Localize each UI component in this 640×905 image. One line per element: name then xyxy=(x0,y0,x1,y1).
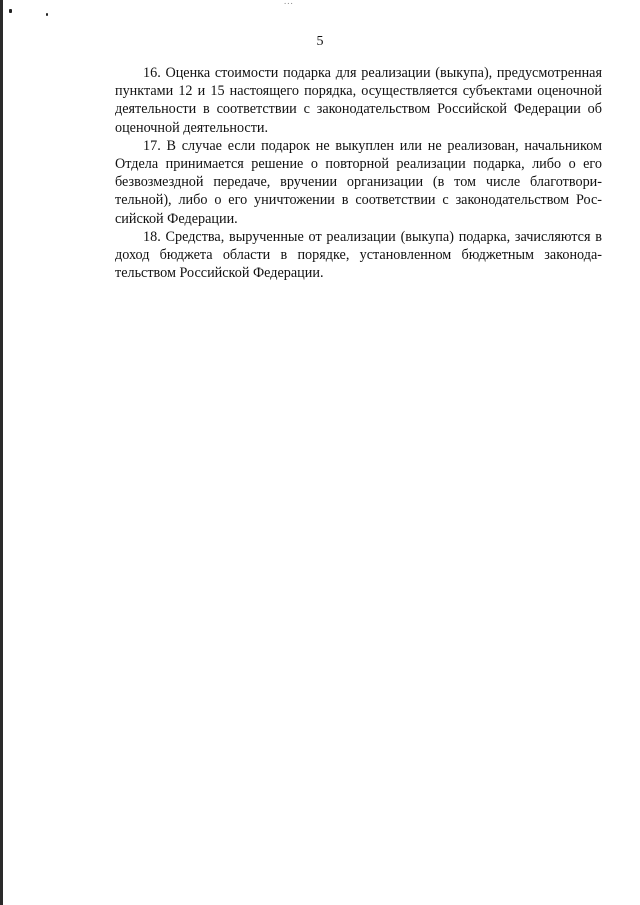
document-body xyxy=(115,64,602,282)
scan-left-edge xyxy=(0,0,3,905)
scan-speck xyxy=(46,13,48,16)
paragraph-18: 18. Средства, вырученные от реализации (выкупа) подарка, зачисляются в доход бюджета области в порядке, установленном бюджетным законодательством Российской Федерации. xyxy=(115,228,602,282)
page-number: 5 xyxy=(316,34,324,49)
paragraph-16: 16. Оценка стоимости подарка для реализации (выкупа), предусмотренная пунктами 12 и 15 настоящего порядка, осуществляется субъектами оценочной деятельности в соответствии с законодательством Российской Федерации об оценочной деятельности. xyxy=(115,65,602,136)
scan-speck xyxy=(9,9,12,13)
top-cut-mark: ... xyxy=(284,0,294,6)
paragraph-17: 17. В случае если подарок не выкуплен или не реализован, начальником Отдела принимается решение о повторной реализации подарка, либо о его безвозмездной передаче, вручении организации (в том числе благотворительной), либо о его уничтожении в соответствии с законодательством Российской Федерации. xyxy=(115,137,602,227)
